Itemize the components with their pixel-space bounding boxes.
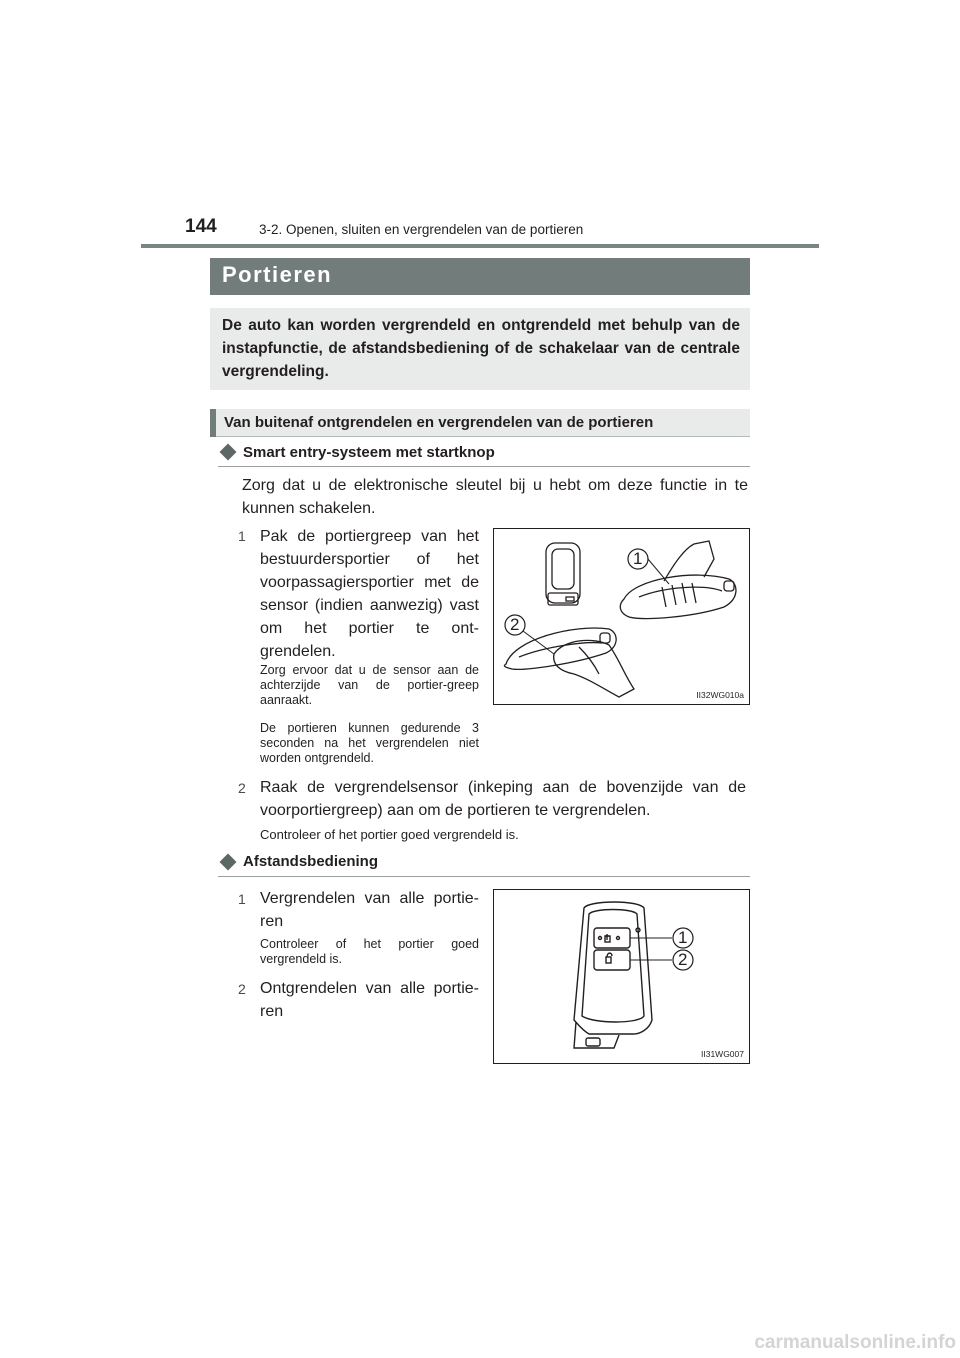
step-note: De portieren kunnen gedurende 3 seconden na het vergrendelen niet worden ontgrendeld. <box>260 721 479 765</box>
figure-code: II32WG010a <box>696 690 744 700</box>
diamond-bullet-icon <box>220 854 237 871</box>
callout-2: 2 <box>510 615 520 634</box>
callout-2: 2 <box>678 950 688 969</box>
door-handle-illustration <box>494 529 749 704</box>
callout-1: 1 <box>633 549 643 568</box>
running-head: 3-2. Openen, sluiten en vergrendelen van de portieren <box>259 222 584 237</box>
page-number: 144 <box>185 216 217 237</box>
intro-text: De auto kan worden vergrendeld en ontgrendeld met behulp van de instapfunctie, de afstandsbediening of de schakelaar van de centrale vergrendeling. <box>222 317 740 380</box>
remote-heading: Afstandsbediening <box>243 853 379 870</box>
step-number: 2 <box>238 780 246 796</box>
step-number: 1 <box>238 528 246 544</box>
heading-rule <box>218 466 750 467</box>
subsection-title: Van buitenaf ontgrendelen en vergrendelen van de portieren <box>224 414 654 431</box>
smart-entry-heading: Smart entry-systeem met startknop <box>243 444 495 461</box>
section-title: Portieren <box>222 262 333 287</box>
callout-1: 1 <box>678 928 688 947</box>
diamond-bullet-icon <box>220 444 237 461</box>
step-note: Controleer of het portier goed vergrendeld is. <box>260 827 519 842</box>
step-number: 2 <box>238 981 246 997</box>
step-text: Ontgrendelen van alle portie-ren <box>260 980 479 1020</box>
step-text: Raak de vergrendelsensor (inkeping aan de bovenzijde van de voorportiergreep) aan om de portieren te vergrendelen. <box>260 779 746 819</box>
key-fob-figure <box>493 889 750 1064</box>
step-note: Controleer of het portier goed vergrendeld is. <box>260 937 479 966</box>
watermark: carmanualsonline.info <box>754 1332 956 1353</box>
header-rule <box>141 244 819 248</box>
door-handle-figure <box>493 528 750 705</box>
step-text: Pak de portiergreep van het bestuurdersportier of het voorpassagiersportier met de sensor (indien aanwezig) vast om het portier te ont-grendelen. <box>260 528 479 660</box>
subsection-accent <box>210 409 216 437</box>
key-fob-illustration <box>494 890 749 1063</box>
step-text: Vergrendelen van alle portie-ren <box>260 890 479 930</box>
step-number: 1 <box>238 891 246 907</box>
heading-rule <box>218 876 750 877</box>
step-note: Zorg ervoor dat u de sensor aan de achterzijde van de portier-greep aanraakt. <box>260 663 479 707</box>
smart-entry-intro: Zorg dat u de elektronische sleutel bij u hebt om deze functie in te kunnen schakelen. <box>242 477 748 517</box>
figure-code: II31WG007 <box>701 1049 744 1059</box>
